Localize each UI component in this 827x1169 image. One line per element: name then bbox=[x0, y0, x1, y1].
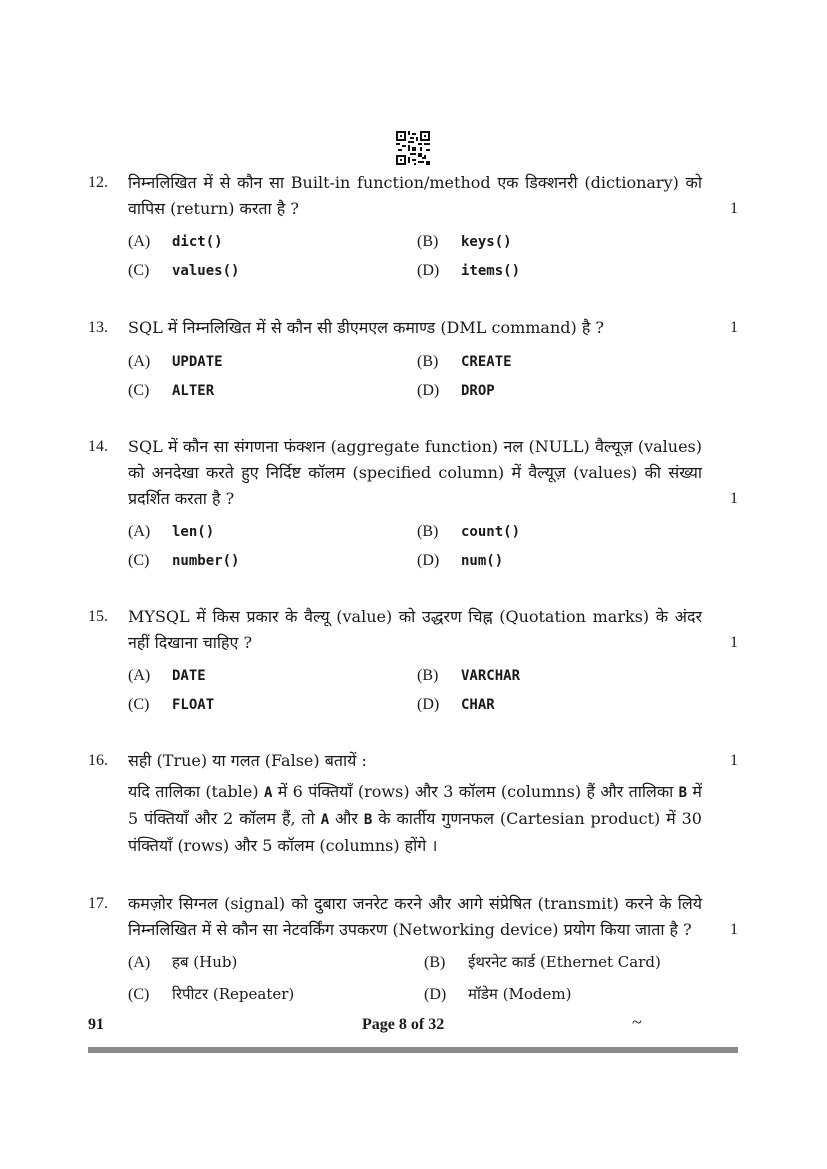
statement-text: में 6 पंक्तियाँ (rows) और 3 कॉलम (columns) हैं और तालिका bbox=[272, 782, 679, 801]
option-label: (D) bbox=[424, 986, 447, 1003]
option-value: UPDATE bbox=[172, 354, 223, 370]
option-value: num() bbox=[461, 553, 504, 569]
option-value: CREATE bbox=[461, 354, 512, 370]
option-b bbox=[424, 952, 661, 972]
option-value: DATE bbox=[172, 668, 206, 684]
option-label: (B) bbox=[417, 667, 439, 684]
option-value: len() bbox=[172, 524, 215, 540]
table-a-label: A bbox=[320, 812, 330, 828]
option-a bbox=[128, 232, 223, 251]
question-marks: 1 bbox=[730, 319, 738, 336]
question-number: 13. bbox=[88, 319, 108, 336]
question-text: SQL में निम्नलिखित में से कौन सी डीएमएल कमाण्ड (DML command) है ? bbox=[128, 318, 604, 337]
question-statement bbox=[128, 779, 702, 859]
option-label: (A) bbox=[128, 353, 151, 370]
option-label: (C) bbox=[128, 552, 150, 569]
option-label: (B) bbox=[424, 954, 446, 971]
table-b-label: B bbox=[363, 812, 373, 828]
question-text: कमज़ोर सिग्नल (signal) को दुबारा जनरेट करने और आगे संप्रेषित (transmit) करने के लिये निम्नलिखित में से कौन सा नेटवर्किंग उपकरण (Networking device) प्रयोग किया जाता है ? bbox=[128, 894, 702, 939]
table-a-label: A bbox=[263, 785, 273, 801]
question-marks: 1 bbox=[730, 921, 738, 938]
option-a bbox=[128, 352, 223, 371]
option-label: (A) bbox=[128, 523, 151, 540]
option-d bbox=[424, 984, 571, 1004]
option-value: values() bbox=[172, 263, 240, 279]
option-c bbox=[128, 695, 214, 714]
option-label: (D) bbox=[417, 552, 440, 569]
option-label: (D) bbox=[417, 696, 440, 713]
option-value: dict() bbox=[172, 234, 223, 250]
question-marks: 1 bbox=[730, 634, 738, 651]
option-label: (C) bbox=[128, 696, 150, 713]
paper-code: 91 bbox=[88, 1016, 104, 1033]
option-value: ईथरनेट कार्ड (Ethernet Card) bbox=[468, 953, 661, 971]
option-c bbox=[128, 261, 239, 280]
option-b bbox=[417, 352, 512, 371]
question-13 bbox=[88, 315, 738, 405]
option-d bbox=[417, 381, 495, 400]
option-value: हब (Hub) bbox=[172, 953, 238, 971]
option-value: VARCHAR bbox=[461, 668, 521, 684]
option-label: (D) bbox=[417, 262, 440, 279]
option-value: CHAR bbox=[461, 697, 495, 713]
statement-text: और bbox=[329, 809, 364, 828]
option-a bbox=[128, 666, 206, 685]
option-label: (C) bbox=[128, 986, 150, 1003]
page-footer bbox=[88, 1012, 738, 1040]
question-marks: 1 bbox=[730, 490, 738, 507]
question-text: SQL में कौन सा संगणना फंक्शन (aggregate function) नल (NULL) वैल्यूज़ (values) को अनदेखा करते हुए निर्दिष्ट कॉलम (specified column) में वैल्यूज़ (values) की संख्या प्रदर्शित करता है ? bbox=[128, 437, 702, 508]
option-a bbox=[128, 952, 237, 972]
option-b bbox=[417, 522, 520, 541]
question-17 bbox=[88, 891, 738, 1011]
option-label: (A) bbox=[128, 233, 151, 250]
page-number: Page 8 of 32 bbox=[362, 1016, 445, 1033]
question-text: निम्नलिखित में से कौन सा Built-in function/method एक डिक्शनरी (dictionary) को वापिस (return) करता है ? bbox=[128, 173, 702, 218]
option-value: number() bbox=[172, 553, 240, 569]
table-b-label: B bbox=[678, 785, 688, 801]
option-value: count() bbox=[461, 524, 521, 540]
question-number: 12. bbox=[88, 174, 108, 191]
option-label: (D) bbox=[417, 382, 440, 399]
option-d bbox=[417, 695, 495, 714]
option-label: (B) bbox=[417, 233, 439, 250]
option-c bbox=[128, 984, 294, 1004]
option-d bbox=[417, 261, 520, 280]
qr-code-icon bbox=[396, 131, 430, 165]
option-value: मॉडेम (Modem) bbox=[468, 985, 572, 1003]
statement-text: में 5 पंक्तियाँ और 2 कॉलम हैं, तो bbox=[128, 782, 702, 828]
option-label: (A) bbox=[128, 954, 151, 971]
question-number: 17. bbox=[88, 895, 108, 912]
footer-divider bbox=[88, 1047, 738, 1053]
statement-text: यदि तालिका (table) bbox=[128, 782, 264, 801]
option-value: keys() bbox=[461, 234, 512, 250]
option-value: ALTER bbox=[172, 383, 215, 399]
question-14 bbox=[88, 434, 738, 574]
question-text: MYSQL में किस प्रकार के वैल्यू (value) को उद्धरण चिह्न (Quotation marks) के अंदर नहीं दिखाना चाहिए ? bbox=[128, 607, 702, 652]
question-number: 15. bbox=[88, 608, 108, 625]
option-a bbox=[128, 522, 214, 541]
option-label: (B) bbox=[417, 353, 439, 370]
option-value: DROP bbox=[461, 383, 495, 399]
question-marks: 1 bbox=[730, 752, 738, 769]
option-b bbox=[417, 232, 512, 251]
option-label: (C) bbox=[128, 382, 150, 399]
option-c bbox=[128, 381, 214, 400]
option-label: (C) bbox=[128, 262, 150, 279]
option-value: items() bbox=[461, 263, 521, 279]
question-marks: 1 bbox=[730, 200, 738, 217]
question-16 bbox=[88, 748, 738, 858]
question-number: 14. bbox=[88, 438, 108, 455]
option-c bbox=[128, 551, 239, 570]
footer-mark: ~ bbox=[632, 1012, 642, 1032]
option-label: (B) bbox=[417, 523, 439, 540]
option-d bbox=[417, 551, 503, 570]
question-12 bbox=[88, 170, 738, 290]
statement-text: के कार्तीय गुणनफल (Cartesian product) में 30 पंक्तियाँ (rows) और 5 कॉलम (columns) होंगे । bbox=[128, 809, 702, 855]
option-value: FLOAT bbox=[172, 697, 215, 713]
option-label: (A) bbox=[128, 667, 151, 684]
question-15 bbox=[88, 604, 738, 719]
question-text: सही (True) या गलत (False) बतायें : bbox=[128, 751, 367, 770]
option-value: रिपीटर (Repeater) bbox=[172, 985, 295, 1003]
question-number: 16. bbox=[88, 752, 108, 769]
option-b bbox=[417, 666, 520, 685]
